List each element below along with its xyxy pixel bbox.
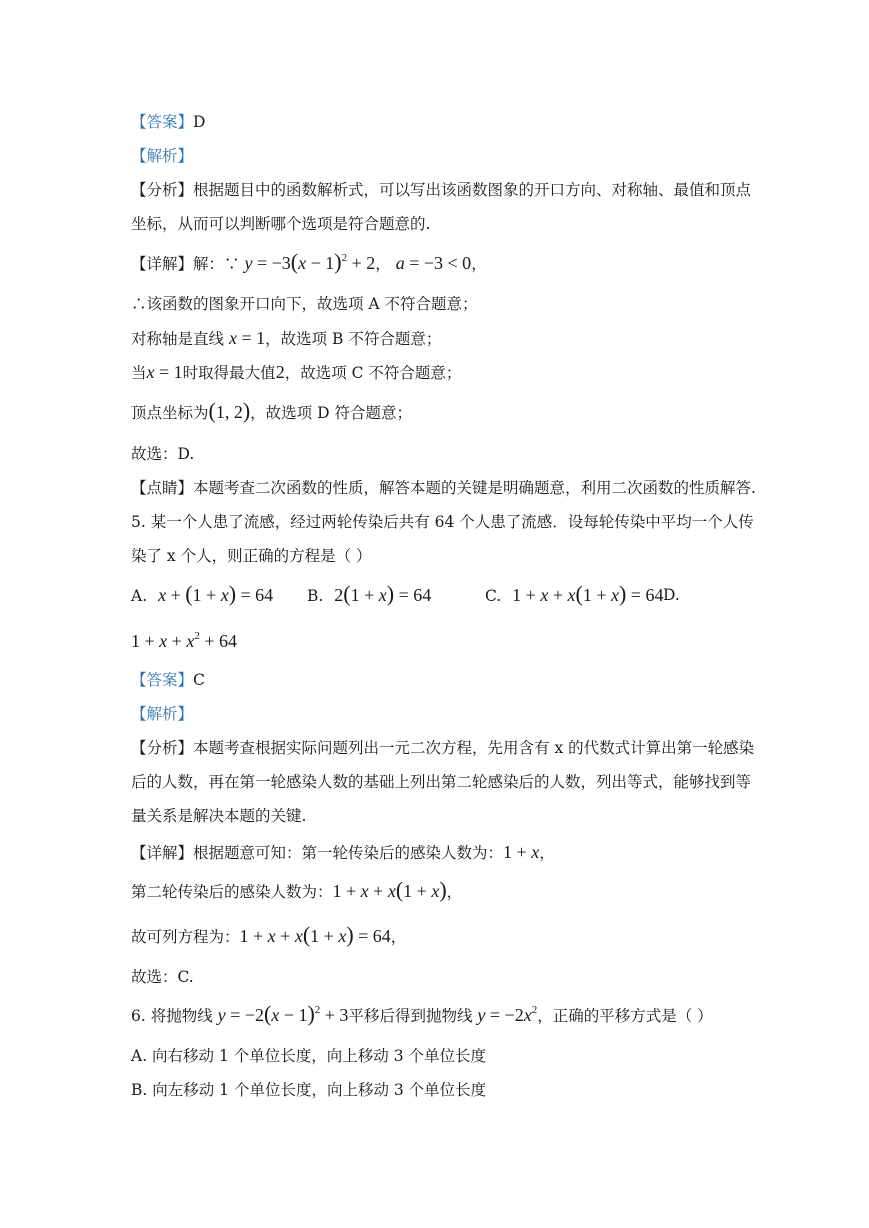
max-value: 2 <box>275 362 285 382</box>
q5-choose: 故选：C. <box>131 968 194 986</box>
q5-stem-line1: 5. 某一个人患了流感，经过两轮传染后共有 64 个人患了流感．设每轮传染中平均一个人传 <box>131 513 754 531</box>
vertex-coord: (1, 2) <box>208 398 251 423</box>
q5-answer-line: 【答案】C <box>131 671 205 689</box>
q4-detail-line: 【详解】解：∵ $y = -3(x - 1)^2 + 2$， a = −3 < 0， <box>131 249 487 274</box>
q6-option-b: B. 向左移动 1 个单位长度，向上移动 3 个单位长度 <box>131 1081 487 1099</box>
q4-comment: 【点睛】本题考查二次函数的性质，解答本题的关键是明确题意，利用二次函数的性质解答. <box>131 479 756 497</box>
axis-formula: x = 1 <box>228 328 266 348</box>
q5-stem-line2: 染了 x 个人，则正确的方程是（ ） <box>131 547 372 565</box>
q5-option-d-label: D. <box>663 586 680 604</box>
q5-detail-l3: 故可列方程为：1 + x + x(1 + x) = 64， <box>131 922 407 947</box>
q5-fenxi-line2: 后的人数，再在第一轮感染人数的基础上列出第二轮感染后的人数，列出等式，能够找到等 <box>131 773 752 791</box>
q4-fenxi-text2: 坐标，从而可以判断哪个选项是符合题意的. <box>131 215 431 233</box>
answer-tag: 【答案】 <box>131 113 194 131</box>
q6-parabola-original: $y = -2(x - 1)^2 + 3$ <box>217 1001 349 1026</box>
q6-parabola-target: $y = -2x^2$ <box>477 1004 538 1025</box>
q4-choose: 故选：D. <box>131 445 195 463</box>
q4-detail-l3: 当x = 1时取得最大值2，故选项 C 不符合题意； <box>131 362 462 382</box>
q4-answer-line <box>131 112 205 132</box>
q4-fenxi-line1 <box>131 180 751 200</box>
because-symbol: ∵ <box>224 255 240 273</box>
q4-detail-prefix: 解： <box>193 255 225 273</box>
q4-analysis-line <box>131 146 193 166</box>
comment-tag: 【点睛】 <box>131 479 194 497</box>
q5-option-d-expr: $1 + x + x^2 + 64$ <box>131 630 237 651</box>
detail-tag: 【详解】 <box>131 255 194 273</box>
q5-option-a: A. x + (1 + x) = 64 <box>131 581 274 606</box>
analysis-tag: 【解析】 <box>131 147 194 165</box>
q4-a-value: a = −3 < 0 <box>395 253 472 273</box>
q5-fenxi-line3: 量关系是解决本题的关键. <box>131 807 307 825</box>
q5-option-b: B. 2(1 + x) = 64 <box>307 581 432 606</box>
q4-fenxi-text1: 根据题目中的函数解析式，可以写出该函数图象的开口方向、对称轴、最值和顶点 <box>193 181 752 199</box>
q5-answer: C <box>193 671 205 689</box>
q6-option-a: A. 向右移动 1 个单位长度，向上移动 3 个单位长度 <box>131 1047 486 1065</box>
q4-detail-l2: 对称轴是直线 x = 1，故选项 B 不符合题意； <box>131 328 442 348</box>
q5-fenxi-line1: 【分析】本题考查根据实际问题列出一元二次方程，先用含有 x 的代数式计算出第一轮感染 <box>131 739 755 757</box>
q5-option-c: C. 1 + x + x(1 + x) = 64 <box>485 581 664 606</box>
q4-detail-l4: 顶点坐标为(1, 2)，故选项 D 符合题意； <box>131 398 412 423</box>
q6-stem: 6. 将抛物线 $y = -2(x - 1)^2 + 3$平移后得到抛物线 $y = -2x^2$，正确的平移方式是（ ） <box>131 1001 713 1026</box>
q4-detail-l1: ∴该函数的图象开口向下，故选项 A 不符合题意； <box>131 295 478 313</box>
q5-detail-l1: 【详解】根据题意可知：第一轮传染后的感染人数为：1 + x， <box>131 842 555 862</box>
q5-detail-l2: 第二轮传染后的感染人数为：1 + x + x(1 + x)， <box>131 877 463 902</box>
q4-fenxi-line2 <box>131 214 430 234</box>
q4-function-formula: $y = -3(x - 1)^2 + 2$ <box>244 249 376 274</box>
q5-analysis-line: 【解析】 <box>131 705 194 723</box>
x-eq-1: x = 1 <box>146 362 183 382</box>
fenxi-tag: 【分析】 <box>131 181 194 199</box>
q4-answer: D <box>193 113 206 131</box>
